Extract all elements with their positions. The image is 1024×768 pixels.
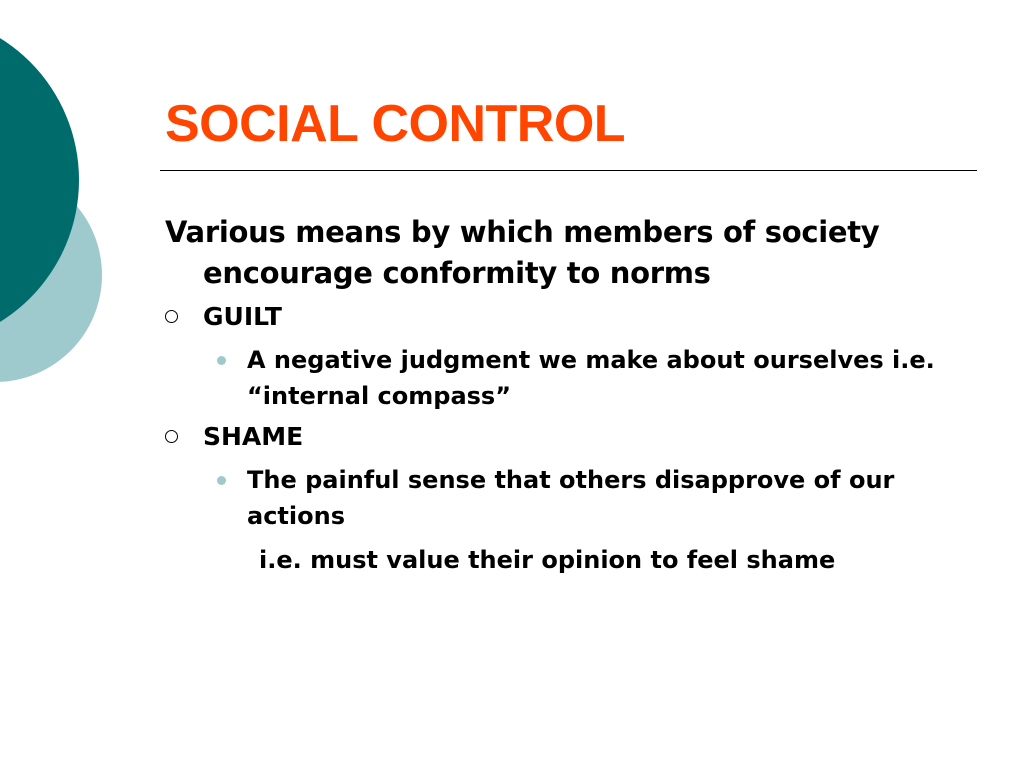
ring-bullet-icon [165, 430, 178, 443]
shame-continuation: i.e. must value their opinion to feel shame [259, 546, 836, 574]
slide-title: SOCIAL CONTROL [165, 95, 626, 153]
shame-bullet-text: The painful sense that others disapprove of our actions [247, 466, 895, 530]
guilt-heading: GUILT [203, 302, 282, 331]
shame-bullet [165, 462, 947, 534]
dot-bullet-icon [217, 356, 226, 365]
decorative-circles [0, 0, 130, 420]
dot-bullet-icon [217, 476, 226, 485]
guilt-bullet-text: A negative judgment we make about ourselves i.e. “internal compass” [247, 346, 935, 410]
guilt-bullet [165, 342, 947, 414]
shame-item [165, 420, 965, 454]
shame-heading: SHAME [203, 422, 304, 451]
ring-bullet-icon [165, 310, 178, 323]
guilt-item [165, 300, 965, 334]
lead-text: Various means by which members of society encourage conformity to norms [165, 215, 880, 290]
slide-body [165, 212, 965, 578]
title-divider [160, 170, 977, 171]
